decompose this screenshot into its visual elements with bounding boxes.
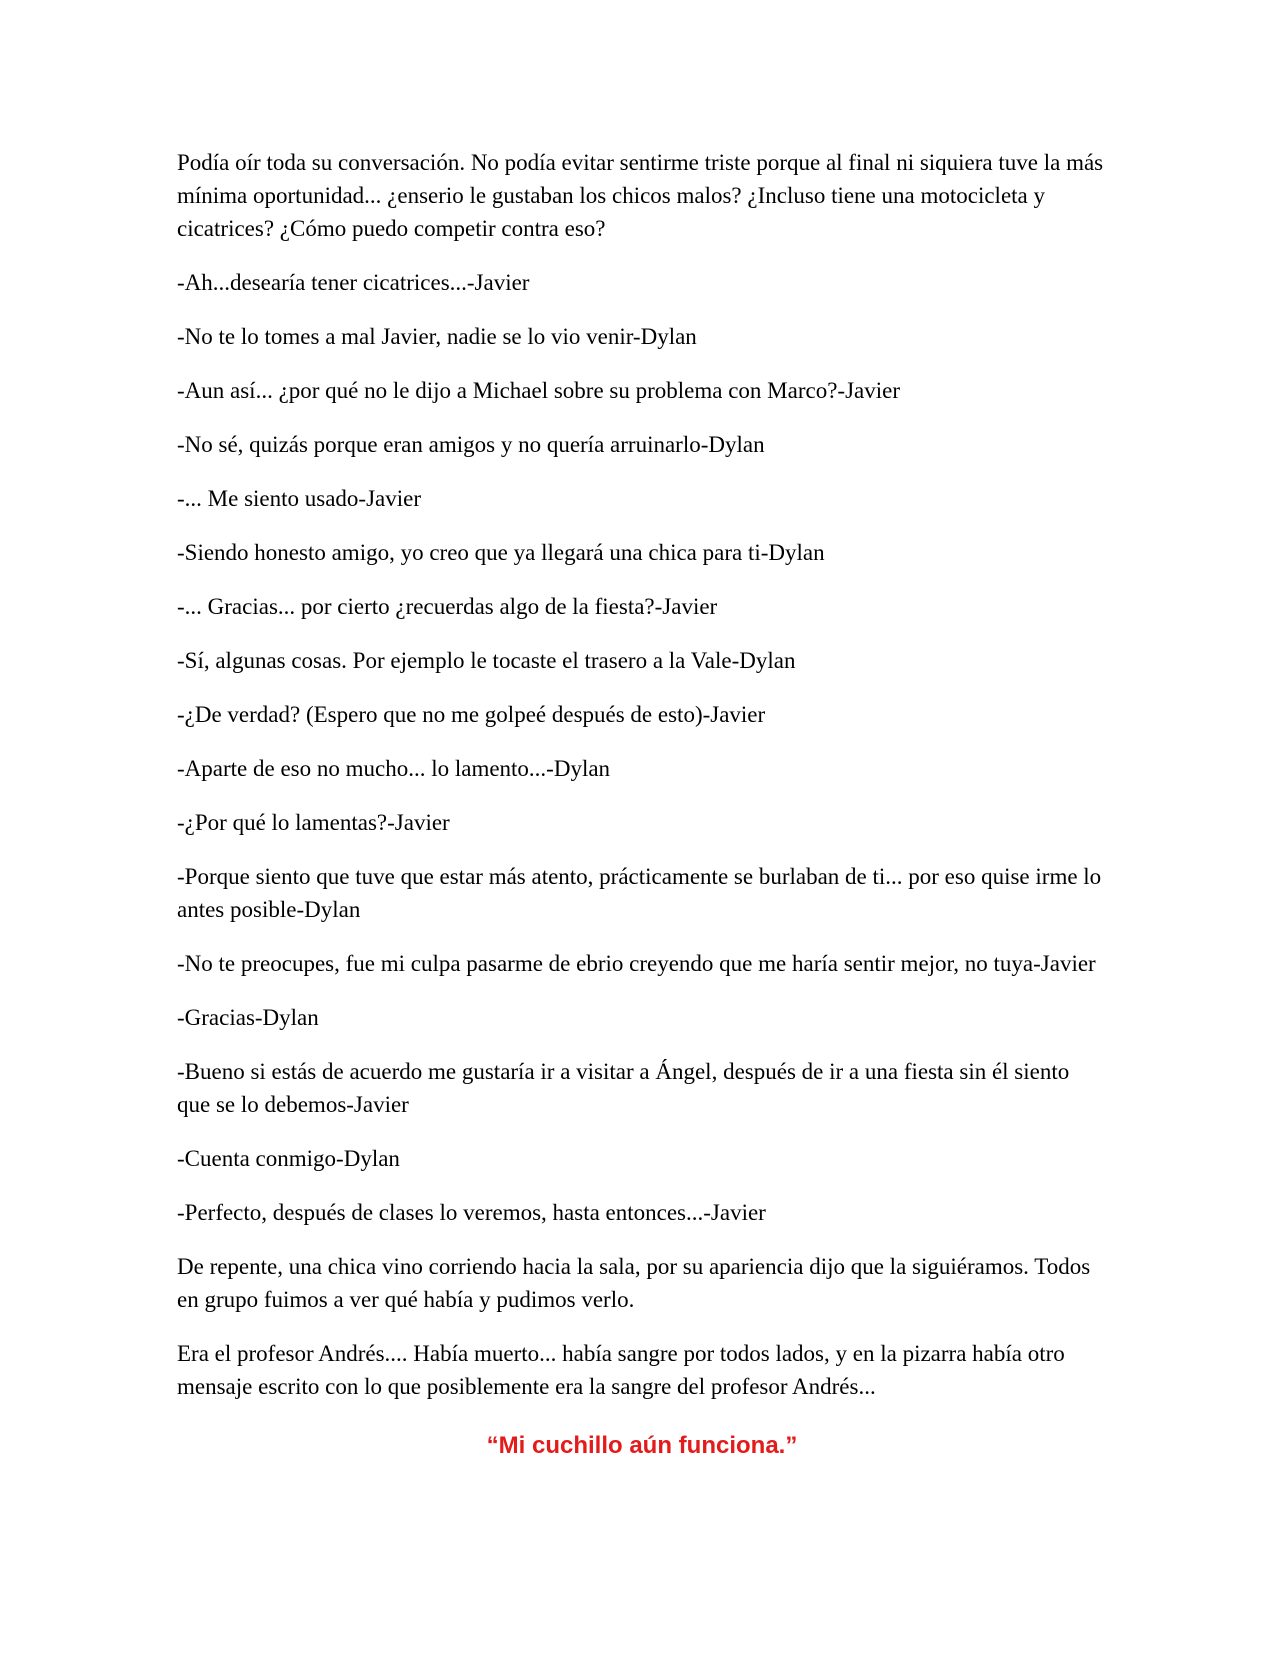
dialogue-line-1: -Ah...desearía tener cicatrices...-Javier	[177, 270, 530, 295]
dialogue-line-8: -Sí, algunas cosas. Por ejemplo le tocaste el trasero a la Vale-Dylan	[177, 648, 796, 673]
dialogue-line-17: -Perfecto, después de clases lo veremos, hasta entonces...-Javier	[177, 1200, 766, 1225]
narration-paragraph-2: De repente, una chica vino corriendo hacia la sala, por su apariencia dijo que la siguiéramos. Todos en grupo fuimos a ver qué había y pudimos verlo.	[177, 1254, 1091, 1312]
dialogue-line-14: -Gracias-Dylan	[177, 1005, 319, 1030]
dialogue-line-2: -No te lo tomes a mal Javier, nadie se lo vio venir-Dylan	[177, 324, 697, 349]
dialogue-line-4: -No sé, quizás porque eran amigos y no quería arruinarlo-Dylan	[177, 432, 765, 457]
narration-paragraph-3: Era el profesor Andrés.... Había muerto... había sangre por todos lados, y en la pizarra había otro mensaje escrito con lo que posiblemente era la sangre del profesor Andrés...	[177, 1341, 1065, 1399]
dialogue-line-12: -Porque siento que tuve que estar más atento, prácticamente se burlaban de ti... por eso quise irme lo antes posible-Dylan	[177, 864, 1102, 922]
final-quote: “Mi cuchillo aún funciona.”	[486, 1432, 798, 1459]
dialogue-line-9: -¿De verdad? (Espero que no me golpeé después de esto)-Javier	[177, 702, 766, 727]
dialogue-line-11: -¿Por qué lo lamentas?-Javier	[177, 810, 450, 835]
dialogue-line-13: -No te preocupes, fue mi culpa pasarme de ebrio creyendo que me haría sentir mejor, no tuya-Javier	[177, 951, 1096, 976]
dialogue-line-16: -Cuenta conmigo-Dylan	[177, 1146, 400, 1171]
document-body	[177, 146, 1107, 1461]
paragraph-1: Podía oír toda su conversación. No podía evitar sentirme triste porque al final ni siquiera tuve la más mínima oportunidad... ¿enserio le gustaban los chicos malos? ¿Incluso tiene una motocicleta y cicatrices? ¿Cómo puedo competir contra eso?	[177, 150, 1104, 241]
dialogue-line-10: -Aparte de eso no mucho... lo lamento...-Dylan	[177, 756, 611, 781]
dialogue-line-5: -... Me siento usado-Javier	[177, 486, 421, 511]
dialogue-line-6: -Siendo honesto amigo, yo creo que ya llegará una chica para ti-Dylan	[177, 540, 825, 565]
dialogue-line-7: -... Gracias... por cierto ¿recuerdas algo de la fiesta?-Javier	[177, 594, 718, 619]
dialogue-line-15: -Bueno si estás de acuerdo me gustaría ir a visitar a Ángel, después de ir a una fiesta sin él siento que se lo debemos-Javier	[177, 1059, 1070, 1117]
dialogue-line-3: -Aun así... ¿por qué no le dijo a Michael sobre su problema con Marco?-Javier	[177, 378, 900, 403]
